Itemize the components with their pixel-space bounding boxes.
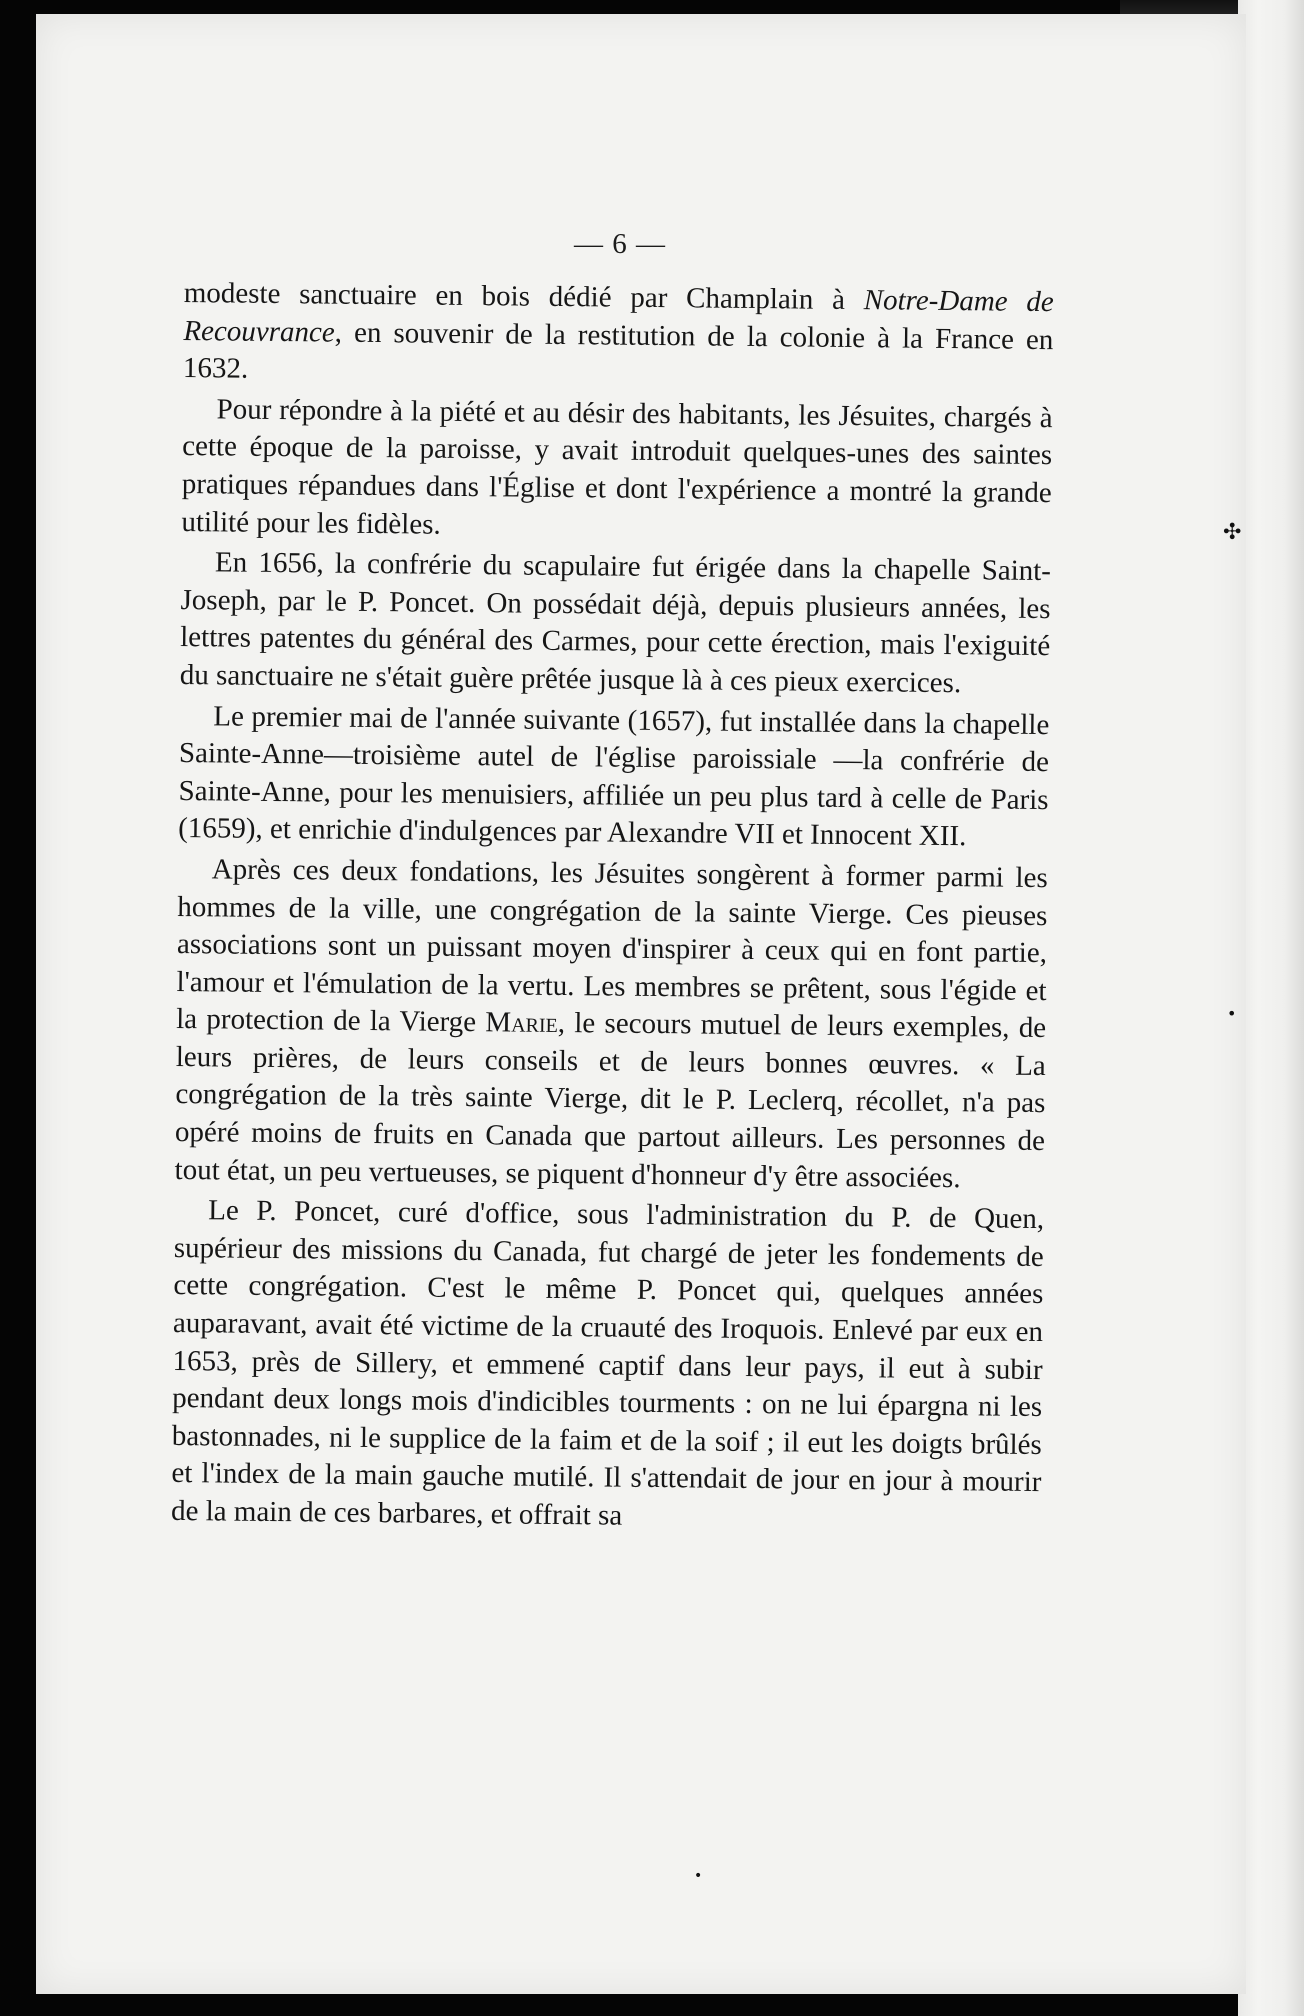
paragraph-3: En 1656, la confrérie du scapulaire fut érigée dans la chapelle Saint-Joseph, par le P. Poncet. On possédait déjà, depuis plusieurs années, les lettres patentes du général des Carmes, pour cette érection, mais l'exiguité du sanctuaire ne s'était guère prêtée jusque là à ces pieux exercices.: [179, 546, 1052, 700]
paragraph-1-text-start: modeste sanctuaire en bois dédié par Champlain à: [183, 276, 864, 317]
paragraph-1: [183, 275, 1054, 397]
body-text: [171, 275, 1054, 1540]
paragraph-6: Le P. Poncet, curé d'office, sous l'administration du P. de Quen, supérieur des missions du Canada, fut chargé de jeter les fondements de cette congrégation. C'est le même P. Poncet qui, quelques années auparavant, avait été victime de la cruauté des Iroquois. Enlevé par eux en 1653, près de Sillery, et emmené captif dans leur pays, il eut à subir pendant deux longs mois d'indicibles tourments : on ne lui épargna ni les bastonnades, ni le supplice de la faim et de la soif ; il eut les doigts brûlés et l'index de la main gauche mutilé. Il s'attendait de jour en jour à mourir de la main de ces barbares, et offrait sa: [170, 1194, 1045, 1532]
margin-clip-mark: ✣: [1223, 520, 1242, 545]
paragraph-4: Le premier mai de l'année suivante (1657), fut installée dans la chapelle Sainte-Anne—troisième autel de l'église paroissiale —la confrérie de Sainte-Anne, pour les menuisiers, affiliée un peu plus tard à celle de Paris (1659), et enrichie d'indulgences par Alexandre VII et Innocent XII.: [178, 699, 1050, 853]
paragraph-5-text-start: Après ces deux fondations, les Jésuites songèrent à former parmi les hommes de la ville, une congrégation de la sainte Vierge. Ces pieuses associations sont un puissant moyen d'inspirer à ceux qui en font partie, l'amour et l'émulation de la vertu. Les membres se prêtent, sous l'égide et la protection de la Vierge: [176, 853, 1048, 1039]
margin-tick-mark: •: [1227, 1004, 1237, 1023]
facing-page-strip: [1238, 0, 1304, 2016]
page-number: — 6 —: [574, 228, 666, 260]
paragraph-5-text-end: , le secours mutuel de leurs exemples, de leurs prières, de leurs conseils et de leurs bonnes œuvres. « La congrégation de la très sainte Vierge, dit le P. Leclerq, récollet, n'a pas opéré moins de fruits en Canada que partout ailleurs. Les personnes de tout état, un peu vertueuses, se piquent d'honneur d'y être associées.: [174, 1007, 1047, 1194]
bottom-speck-mark: •: [694, 1868, 703, 1884]
paragraph-5-smallcaps-name: Marie: [485, 1006, 558, 1040]
paragraph-2: Pour répondre à la piété et au désir des habitants, les Jésuites, chargés à cette époque de la paroisse, y avait introduit quelques-unes des saintes pratiques répandues dans l'Église et dont l'expérience a montré la grande utilité pour les fidèles.: [181, 393, 1053, 541]
paragraph-5: [174, 851, 1047, 1198]
paragraph-1-text-end: , en souvenir de la restitution de la colonie à la France en 1632.: [182, 316, 1054, 385]
paragraph-1-italic-title: Notre-Dame de Recouvrance: [183, 284, 1054, 349]
